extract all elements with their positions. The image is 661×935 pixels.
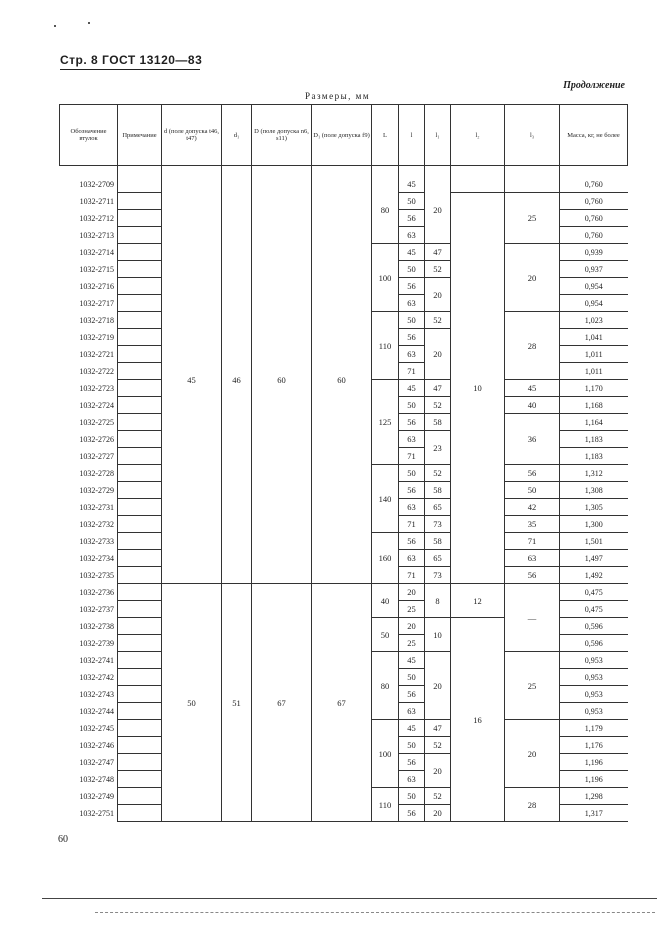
D1-cap-value: 67 — [312, 584, 372, 822]
l2-value: 12 — [451, 584, 505, 618]
l1-value: 65 — [425, 499, 451, 516]
L-value: 110 — [372, 788, 399, 822]
scan-speck — [54, 25, 56, 27]
dimensions-table — [59, 104, 628, 822]
note-cell — [118, 652, 162, 669]
designation-cell: 1032-2711 — [60, 193, 118, 210]
designation-cell: 1032-2733 — [60, 533, 118, 550]
designation-cell: 1032-2726 — [60, 431, 118, 448]
l1-value: 20 — [425, 176, 451, 244]
d1-value: 51 — [222, 584, 252, 822]
l1-value: 65 — [425, 550, 451, 567]
mass-value: 0,760 — [560, 210, 628, 227]
designation-cell: 1032-2745 — [60, 720, 118, 737]
note-cell — [118, 805, 162, 822]
table-header-row — [60, 105, 628, 166]
mass-value: 1,023 — [560, 312, 628, 329]
mass-value: 1,312 — [560, 465, 628, 482]
l-value: 25 — [399, 635, 425, 652]
col-D: D (поле допуска n6, s11) — [252, 105, 312, 166]
L-value: 140 — [372, 465, 399, 533]
bottom-rule-dashed — [95, 912, 655, 913]
l1-value: 20 — [425, 754, 451, 788]
header-underline — [60, 69, 200, 70]
l-value: 56 — [399, 414, 425, 431]
designation-cell: 1032-2751 — [60, 805, 118, 822]
designation-cell: 1032-2722 — [60, 363, 118, 380]
l1-value: 20 — [425, 278, 451, 312]
l2-value: 16 — [451, 618, 505, 822]
mass-value: 0,954 — [560, 295, 628, 312]
note-cell — [118, 176, 162, 193]
L-value: 100 — [372, 720, 399, 788]
l-value: 63 — [399, 550, 425, 567]
designation-cell: 1032-2738 — [60, 618, 118, 635]
col-note: Примечание — [118, 105, 162, 166]
l3-value: 71 — [505, 533, 560, 550]
l1-value: 73 — [425, 567, 451, 584]
note-cell — [118, 380, 162, 397]
L-value: 100 — [372, 244, 399, 312]
designation-cell: 1032-2717 — [60, 295, 118, 312]
designation-cell: 1032-2741 — [60, 652, 118, 669]
designation-cell: 1032-2718 — [60, 312, 118, 329]
note-cell — [118, 669, 162, 686]
spacer-cell — [560, 166, 628, 177]
l-value: 20 — [399, 618, 425, 635]
table-row — [60, 584, 628, 601]
mass-value: 1,011 — [560, 346, 628, 363]
l-value: 45 — [399, 720, 425, 737]
sizes-label: Размеры, мм — [305, 91, 371, 101]
l3-value — [505, 176, 560, 193]
l-value: 50 — [399, 312, 425, 329]
l-value: 71 — [399, 567, 425, 584]
l-value: 63 — [399, 295, 425, 312]
l-value: 45 — [399, 652, 425, 669]
mass-value: 0,953 — [560, 703, 628, 720]
designation-cell: 1032-2727 — [60, 448, 118, 465]
mass-value: 0,939 — [560, 244, 628, 261]
l-value: 63 — [399, 227, 425, 244]
mass-value: 0,596 — [560, 635, 628, 652]
designation-cell: 1032-2731 — [60, 499, 118, 516]
mass-value: 0,760 — [560, 193, 628, 210]
l1-value: 20 — [425, 805, 451, 822]
l-value: 56 — [399, 805, 425, 822]
l-value: 45 — [399, 244, 425, 261]
note-cell — [118, 754, 162, 771]
note-cell — [118, 227, 162, 244]
mass-value: 1,300 — [560, 516, 628, 533]
L-value: 110 — [372, 312, 399, 380]
col-mass: Масса, кг, не более — [560, 105, 628, 166]
designation-cell: 1032-2719 — [60, 329, 118, 346]
l1-value: 52 — [425, 261, 451, 278]
designation-cell: 1032-2714 — [60, 244, 118, 261]
L-value: 80 — [372, 176, 399, 244]
L-value: 160 — [372, 533, 399, 584]
note-cell — [118, 499, 162, 516]
mass-value: 1,308 — [560, 482, 628, 499]
l-value: 50 — [399, 737, 425, 754]
mass-value: 1,317 — [560, 805, 628, 822]
D1-cap-value: 60 — [312, 176, 372, 584]
designation-cell: 1032-2735 — [60, 567, 118, 584]
designation-cell: 1032-2729 — [60, 482, 118, 499]
spacer-cell — [118, 166, 162, 177]
spacer-cell — [222, 166, 252, 177]
page-header: Стр. 8 ГОСТ 13120—83 — [60, 53, 203, 67]
note-cell — [118, 363, 162, 380]
spacer-cell — [505, 166, 560, 177]
col-l2: l₂ — [451, 105, 505, 166]
mass-value: 1,305 — [560, 499, 628, 516]
designation-cell: 1032-2744 — [60, 703, 118, 720]
spacer-cell — [60, 166, 118, 177]
designation-cell: 1032-2739 — [60, 635, 118, 652]
bottom-rule — [42, 898, 657, 899]
l1-value: 23 — [425, 431, 451, 465]
spacer-row — [60, 166, 628, 177]
mass-value: 1,170 — [560, 380, 628, 397]
mass-value: 1,497 — [560, 550, 628, 567]
designation-cell: 1032-2712 — [60, 210, 118, 227]
note-cell — [118, 312, 162, 329]
l-value: 56 — [399, 482, 425, 499]
l-value: 50 — [399, 465, 425, 482]
col-l3: l₃ — [505, 105, 560, 166]
l1-value: 10 — [425, 618, 451, 652]
l1-value: 58 — [425, 414, 451, 431]
mass-value: 0,596 — [560, 618, 628, 635]
mass-value: 1,183 — [560, 448, 628, 465]
designation-cell: 1032-2713 — [60, 227, 118, 244]
designation-cell: 1032-2723 — [60, 380, 118, 397]
l3-value: 28 — [505, 312, 560, 380]
note-cell — [118, 244, 162, 261]
L-value: 50 — [372, 618, 399, 652]
designation-cell: 1032-2734 — [60, 550, 118, 567]
note-cell — [118, 193, 162, 210]
note-cell — [118, 278, 162, 295]
l1-value: 52 — [425, 397, 451, 414]
d-value: 45 — [162, 176, 222, 584]
L-value: 125 — [372, 380, 399, 465]
mass-value: 0,760 — [560, 176, 628, 193]
mass-value: 0,760 — [560, 227, 628, 244]
note-cell — [118, 788, 162, 805]
d1-value: 46 — [222, 176, 252, 584]
note-cell — [118, 482, 162, 499]
col-designation: Обозначение втулок — [60, 105, 118, 166]
note-cell — [118, 346, 162, 363]
note-cell — [118, 516, 162, 533]
note-cell — [118, 567, 162, 584]
note-cell — [118, 618, 162, 635]
l3-value: 25 — [505, 193, 560, 244]
note-cell — [118, 533, 162, 550]
l-value: 20 — [399, 584, 425, 601]
spacer-cell — [451, 166, 505, 177]
spacer-cell — [399, 166, 425, 177]
l-value: 56 — [399, 533, 425, 550]
l-value: 71 — [399, 363, 425, 380]
col-l: l — [399, 105, 425, 166]
designation-cell: 1032-2737 — [60, 601, 118, 618]
l1-value: 52 — [425, 788, 451, 805]
page-number: 60 — [58, 834, 68, 845]
note-cell — [118, 465, 162, 482]
l-value: 45 — [399, 176, 425, 193]
mass-value: 0,475 — [560, 601, 628, 618]
l3-value: 25 — [505, 652, 560, 720]
designation-cell: 1032-2749 — [60, 788, 118, 805]
l1-value: 52 — [425, 737, 451, 754]
l-value: 63 — [399, 431, 425, 448]
l1-value: 47 — [425, 720, 451, 737]
mass-value: 1,176 — [560, 737, 628, 754]
l3-value: 20 — [505, 244, 560, 312]
l3-value: 45 — [505, 380, 560, 397]
designation-cell: 1032-2728 — [60, 465, 118, 482]
mass-value: 1,168 — [560, 397, 628, 414]
L-value: 80 — [372, 652, 399, 720]
l-value: 50 — [399, 669, 425, 686]
l3-value: 28 — [505, 788, 560, 822]
designation-cell: 1032-2747 — [60, 754, 118, 771]
note-cell — [118, 397, 162, 414]
mass-value: 1,011 — [560, 363, 628, 380]
spacer-cell — [252, 166, 312, 177]
table-body — [60, 166, 628, 822]
note-cell — [118, 584, 162, 601]
spacer-cell — [312, 166, 372, 177]
note-cell — [118, 771, 162, 788]
designation-cell: 1032-2725 — [60, 414, 118, 431]
designation-cell: 1032-2742 — [60, 669, 118, 686]
note-cell — [118, 635, 162, 652]
l3-value: 40 — [505, 397, 560, 414]
l3-value: 56 — [505, 567, 560, 584]
note-cell — [118, 720, 162, 737]
l-value: 56 — [399, 210, 425, 227]
l-value: 71 — [399, 516, 425, 533]
l-value: 50 — [399, 788, 425, 805]
note-cell — [118, 703, 162, 720]
designation-cell: 1032-2743 — [60, 686, 118, 703]
col-d1: d₁ — [222, 105, 252, 166]
l-value: 56 — [399, 329, 425, 346]
l-value: 63 — [399, 703, 425, 720]
designation-cell: 1032-2721 — [60, 346, 118, 363]
l1-value: 58 — [425, 533, 451, 550]
spacer-cell — [425, 166, 451, 177]
spacer-cell — [372, 166, 399, 177]
mass-value: 1,492 — [560, 567, 628, 584]
note-cell — [118, 210, 162, 227]
spacer-cell — [162, 166, 222, 177]
l3-value: 42 — [505, 499, 560, 516]
mass-value: 0,953 — [560, 686, 628, 703]
mass-value: 1,041 — [560, 329, 628, 346]
l3-value: 56 — [505, 465, 560, 482]
col-D1: D₁ (поле допуска f9) — [312, 105, 372, 166]
note-cell — [118, 261, 162, 278]
D-cap-value: 67 — [252, 584, 312, 822]
designation-cell: 1032-2736 — [60, 584, 118, 601]
l-value: 50 — [399, 193, 425, 210]
l1-value: 52 — [425, 312, 451, 329]
note-cell — [118, 448, 162, 465]
mass-value: 1,179 — [560, 720, 628, 737]
l2-value — [451, 176, 505, 193]
l-value: 56 — [399, 278, 425, 295]
l-value: 45 — [399, 380, 425, 397]
col-L: L — [372, 105, 399, 166]
l1-value: 20 — [425, 329, 451, 380]
d-value: 50 — [162, 584, 222, 822]
L-value: 40 — [372, 584, 399, 618]
note-cell — [118, 601, 162, 618]
designation-cell: 1032-2724 — [60, 397, 118, 414]
l3-value: 35 — [505, 516, 560, 533]
mass-value: 0,953 — [560, 669, 628, 686]
l-value: 50 — [399, 261, 425, 278]
continuation-label: Продолжение — [563, 80, 625, 91]
l-value: 63 — [399, 346, 425, 363]
designation-cell: 1032-2732 — [60, 516, 118, 533]
mass-value: 1,164 — [560, 414, 628, 431]
l1-value: 47 — [425, 380, 451, 397]
l1-value: 52 — [425, 465, 451, 482]
l3-value: — — [505, 584, 560, 652]
mass-value: 1,501 — [560, 533, 628, 550]
mass-value: 1,298 — [560, 788, 628, 805]
note-cell — [118, 414, 162, 431]
col-l1: l₁ — [425, 105, 451, 166]
designation-cell: 1032-2748 — [60, 771, 118, 788]
note-cell — [118, 431, 162, 448]
note-cell — [118, 329, 162, 346]
l-value: 63 — [399, 771, 425, 788]
mass-value: 1,183 — [560, 431, 628, 448]
l-value: 71 — [399, 448, 425, 465]
mass-value: 1,196 — [560, 754, 628, 771]
mass-value: 0,953 — [560, 652, 628, 669]
l1-value: 58 — [425, 482, 451, 499]
table-row — [60, 176, 628, 193]
designation-cell: 1032-2715 — [60, 261, 118, 278]
scan-speck — [88, 22, 90, 24]
l3-value: 20 — [505, 720, 560, 788]
mass-value: 1,196 — [560, 771, 628, 788]
note-cell — [118, 737, 162, 754]
mass-value: 0,475 — [560, 584, 628, 601]
l3-value: 50 — [505, 482, 560, 499]
l-value: 50 — [399, 397, 425, 414]
l-value: 56 — [399, 754, 425, 771]
designation-cell: 1032-2746 — [60, 737, 118, 754]
l-value: 56 — [399, 686, 425, 703]
mass-value: 0,954 — [560, 278, 628, 295]
note-cell — [118, 295, 162, 312]
mass-value: 0,937 — [560, 261, 628, 278]
l-value: 25 — [399, 601, 425, 618]
designation-cell: 1032-2709 — [60, 176, 118, 193]
l1-value: 47 — [425, 244, 451, 261]
l3-value: 63 — [505, 550, 560, 567]
col-d: d (поле допуска t46, t47) — [162, 105, 222, 166]
D-cap-value: 60 — [252, 176, 312, 584]
l-value: 63 — [399, 499, 425, 516]
l1-value: 73 — [425, 516, 451, 533]
l1-value: 20 — [425, 652, 451, 720]
l2-value: 10 — [451, 193, 505, 584]
designation-cell: 1032-2716 — [60, 278, 118, 295]
l3-value: 36 — [505, 414, 560, 465]
l1-value: 8 — [425, 584, 451, 618]
note-cell — [118, 550, 162, 567]
note-cell — [118, 686, 162, 703]
